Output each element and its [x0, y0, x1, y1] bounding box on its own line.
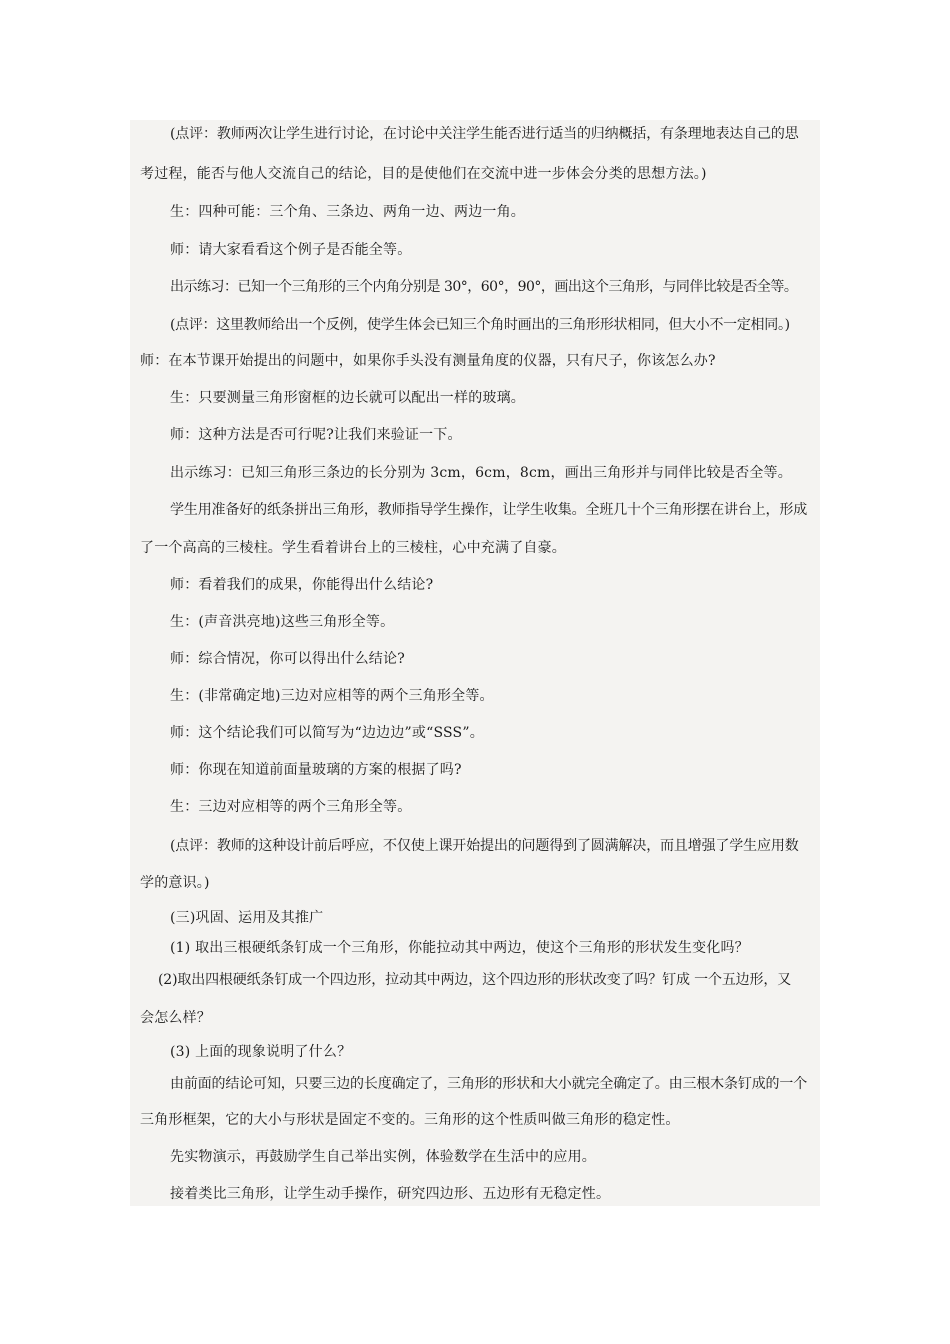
paragraph-line: 考过程，能否与他人交流自己的结论，目的是使他们在交流中进一步体会分类的思想方法。): [140, 166, 707, 182]
paragraph-line: 先实物演示，再鼓励学生自己举出实例，体验数学在生活中的应用。: [170, 1149, 596, 1165]
paragraph-line: 师：这个结论我们可以简写为“边边边”或“SSS”。: [170, 725, 484, 741]
paragraph-line: 三角形框架，它的大小与形状是固定不变的。三角形的这个性质叫做三角形的稳定性。: [140, 1112, 680, 1128]
paragraph-line: 师：在本节课开始提出的问题中，如果你手头没有测量角度的仪器，只有尺子，你该怎么办?: [140, 353, 716, 369]
paragraph-line: 学生用准备好的纸条拼出三角形，教师指导学生操作，让学生收集。全班几十个三角形摆在讲台上，形成: [170, 502, 808, 518]
paragraph-line: 师：这种方法是否可行呢?让我们来验证一下。: [170, 427, 462, 443]
paragraph-line: (3) 上面的现象说明了什么？: [170, 1044, 352, 1060]
paragraph-line: (点评：教师的这种设计前后呼应，不仅使上课开始提出的问题得到了圆满解决，而且增强了学生应用数: [170, 838, 799, 854]
paragraph-line: 生：四种可能：三个角、三条边、两角一边、两边一角。: [170, 204, 525, 220]
paragraph-line: 会怎么样？: [140, 1010, 211, 1026]
paragraph-line: 了一个高高的三棱柱。学生看着讲台上的三棱柱，心中充满了自豪。: [140, 540, 566, 556]
paragraph-line: 生：(非常确定地)三边对应相等的两个三角形全等。: [170, 688, 494, 704]
paragraph-line: (2)取出四根硬纸条钉成一个四边形，拉动其中两边，这个四边形的形状改变了吗？钉成 一个五边形，又: [158, 972, 792, 988]
paragraph-line: 师：看着我们的成果，你能得出什么结论?: [170, 577, 434, 593]
paragraph-line: 出示练习：已知三角形三条边的长分别为 3cm，6cm，8cm，画出三角形并与同伴比较是否全等。: [170, 465, 792, 481]
paragraph-line: 出示练习：已知一个三角形的三个内角分别是 30°，60°，90°，画出这个三角形，与同伴比较是否全等。: [170, 279, 798, 295]
paragraph-line: 生：只要测量三角形窗框的边长就可以配出一样的玻璃。: [170, 390, 525, 406]
paragraph-line: (点评：教师两次让学生进行讨论，在讨论中关注学生能否进行适当的归纳概括，有条理地表达自己的思: [170, 126, 799, 142]
paragraph-line: 接着类比三角形，让学生动手操作，研究四边形、五边形有无稳定性。: [170, 1186, 611, 1202]
section-heading: (三)巩固、运用及其推广: [170, 910, 324, 926]
paragraph-line: 师：综合情况，你可以得出什么结论?: [170, 651, 405, 667]
paragraph-line: (1) 取出三根硬纸条钉成一个三角形，你能拉动其中两边，使这个三角形的形状发生变化吗？: [170, 940, 749, 956]
paragraph-line: (点评：这里教师给出一个反例，使学生体会已知三个角时画出的三角形形状相同，但大小不一定相同。): [170, 317, 790, 333]
paragraph-line: 师：你现在知道前面量玻璃的方案的根据了吗?: [170, 762, 462, 778]
paragraph-line: 生：三边对应相等的两个三角形全等。: [170, 799, 412, 815]
paragraph-line: 由前面的结论可知，只要三边的长度确定了，三角形的形状和大小就完全确定了。由三根木条钉成的一个: [170, 1076, 808, 1092]
paragraph-line: 师：请大家看看这个例子是否能全等。: [170, 242, 412, 258]
paragraph-line: 学的意识。): [140, 875, 210, 891]
paragraph-line: 生：(声音洪亮地)这些三角形全等。: [170, 614, 395, 630]
